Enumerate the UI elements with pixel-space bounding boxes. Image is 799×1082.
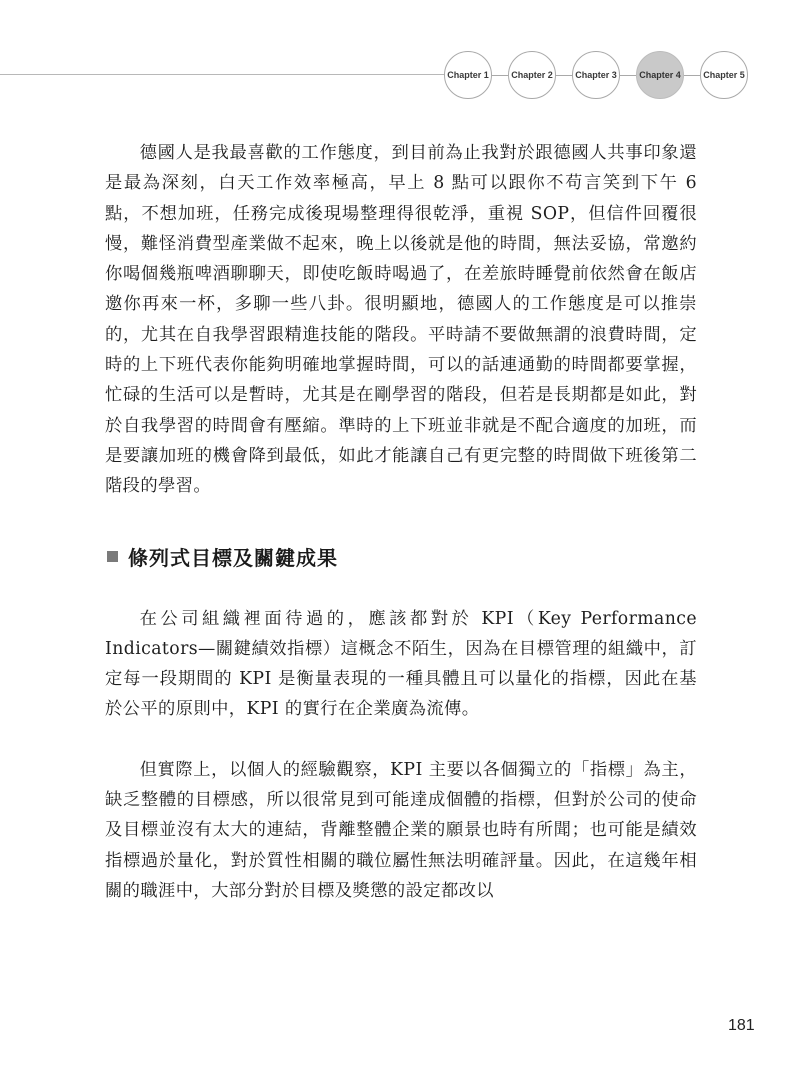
body-paragraph-1: 德國人是我最喜歡的工作態度，到目前為止我對於跟德國人共事印象還是最為深刻，白天工作效率極高，早上 8 點可以跟你不苟言笑到下午 6 點，不想加班，任務完成後現場整理得很乾淨，重視 SOP，但信件回覆很慢，難怪消費型產業做不起來，晚上以後就是他的時間，無法妥協，常邀約你喝個幾瓶啤酒聊聊天，即使吃飯時喝過了，在差旅時睡覺前依然會在飯店邀你再來一杯，多聊一些八卦。很明顯地，德國人的工作態度是可以推崇的，尤其在自我學習跟精進技能的階段。平時請不要做無謂的浪費時間，定時的上下班代表你能夠明確地掌握時間，可以的話連通勤的時間都要掌握，忙碌的生活可以是暫時，尤其是在剛學習的階段，但若是長期都是如此，對於自我學習的時間會有壓縮。準時的上下班並非就是不配合適度的加班，而是要讓加班的機會降到最低，如此才能讓自己有更完整的時間做下班後第二階段的學習。 [105,143,697,497]
body-paragraph-3: 但實際上，以個人的經驗觀察，KPI 主要以各個獨立的「指標」為主，缺乏整體的目標感，所以很常見到可能達成個體的指標，但對於公司的使命及目標並沒有太大的連結，背離整體企業的願景也時有所聞；也可能是績效指標過於量化，對於質性相關的職位屬性無法明確評量。因此，在這幾年相關的職涯中，大部分對於目標及獎懲的設定都改以 [105,759,697,901]
chapter-1-tab[interactable]: Chapter 1 [444,51,492,99]
chapter-connector [684,75,700,76]
chapter-connector [492,75,508,76]
chapter-5-tab[interactable]: Chapter 5 [700,51,748,99]
section-heading [105,542,697,572]
square-bullet-icon [107,551,118,562]
chapter-navigation [444,50,748,100]
page-number: 181 [728,1017,755,1034]
chapter-3-tab[interactable]: Chapter 3 [572,51,620,99]
chapter-4-tab-active[interactable]: Chapter 4 [636,51,684,99]
chapter-connector [620,75,636,76]
section-heading-text: 條列式目標及關鍵成果 [128,546,338,571]
page-content [105,138,697,906]
chapter-2-tab[interactable]: Chapter 2 [508,51,556,99]
body-paragraph-2: 在公司組織裡面待過的，應該都對於 KPI（Key Performance Indicators—關鍵績效指標）這概念不陌生，因為在目標管理的組織中，訂定每一段期間的 KPI 是衡量表現的一種具體且可以量化的指標，因此在基於公平的原則中，KPI 的實行在企業廣為流傳。 [105,608,697,720]
header-rule [0,74,452,75]
chapter-connector [556,75,572,76]
